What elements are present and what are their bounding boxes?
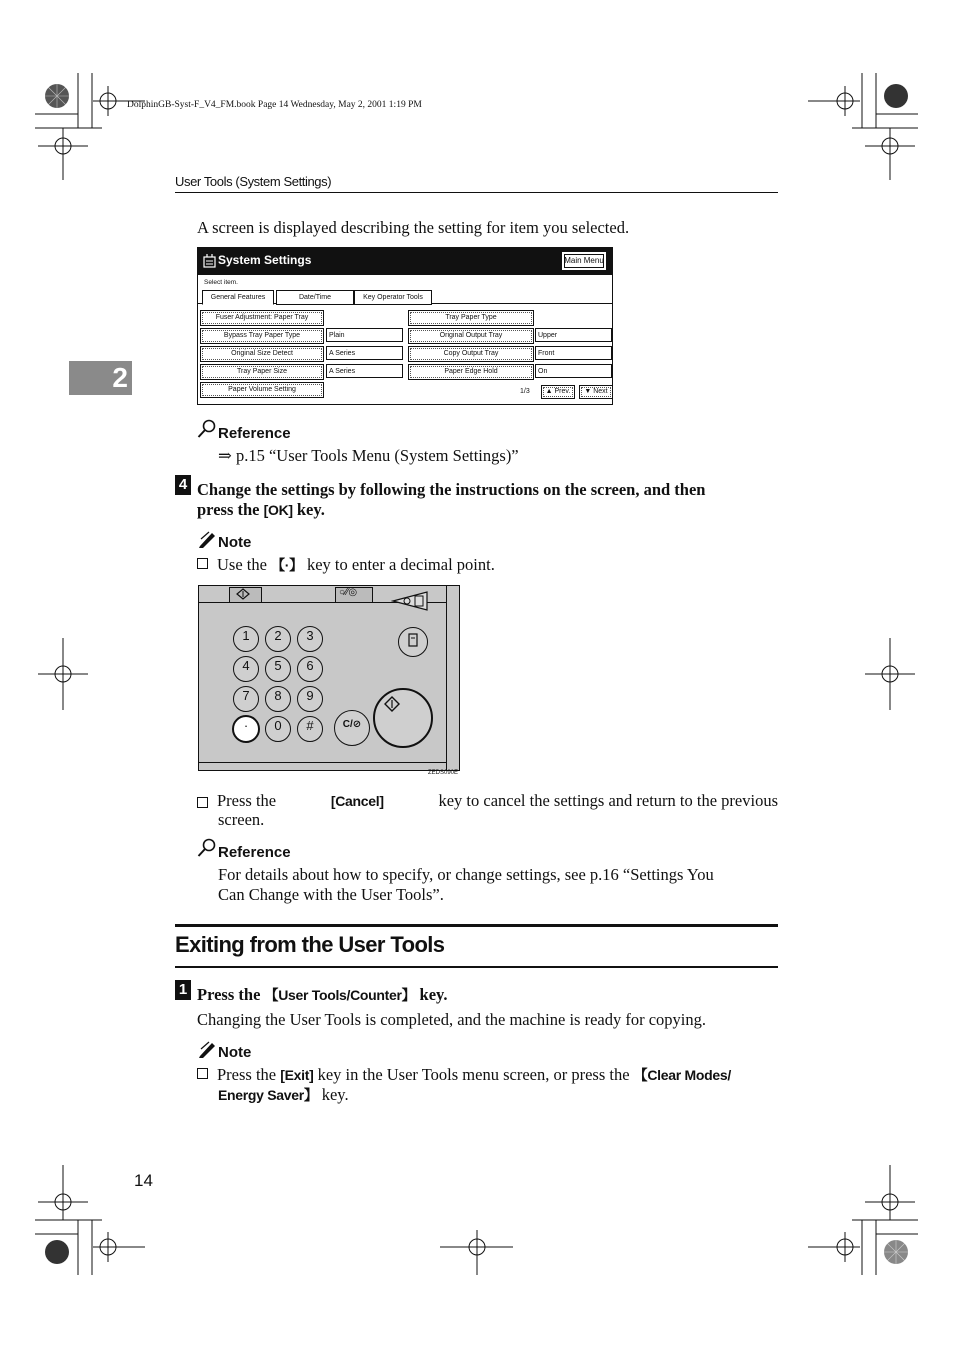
clear-stop-glyph: ○⁄⁄◎	[339, 587, 358, 598]
step4-line2-pre: press the	[197, 500, 264, 519]
program-key-icon	[408, 633, 418, 647]
paper-edge-hold-button[interactable]: Paper Edge Hold	[408, 364, 534, 380]
original-output-tray-value: Upper	[535, 328, 612, 342]
note1-pre: Use the	[217, 555, 272, 574]
main-menu-button[interactable]: Main Menu	[562, 252, 606, 270]
tray-paper-type-button[interactable]: Tray Paper Type	[408, 310, 534, 326]
key-6: 6	[297, 656, 323, 682]
exit-key-label: [Exit]	[280, 1067, 314, 1083]
bypass-tray-value: Plain	[326, 328, 403, 342]
step1-pre: Press the	[197, 985, 265, 1004]
key-2: 2	[265, 626, 291, 652]
panel-right-strip	[446, 586, 447, 770]
select-item-label: Select item.	[204, 279, 238, 286]
copy-output-tray-value: Front	[535, 346, 612, 360]
interrupt-key-icon	[391, 589, 431, 613]
reference-magnifier-icon	[197, 419, 217, 439]
cancel-note-post: key to cancel the settings and return to the previous	[434, 791, 778, 810]
user-tools-icon	[203, 254, 216, 268]
cancel-note-line2: screen.	[218, 810, 265, 829]
tab-date-time[interactable]: Date/Time	[276, 290, 354, 305]
screen-title: System Settings	[218, 253, 312, 267]
step-number-4: 4	[175, 475, 191, 495]
next-page-button[interactable]: ▼ Next	[579, 385, 613, 399]
step1-body: Changing the User Tools is completed, and the machine is ready for copying.	[197, 1010, 707, 1029]
reference2-line1: For details about how to specify, or change settings, see p.16 “Settings You	[218, 865, 714, 884]
key-decimal: ·	[232, 715, 260, 743]
note2-label: Note	[218, 1044, 252, 1061]
step4-line1: Change the settings by following the instructions on the screen, and then	[197, 480, 706, 499]
key-9: 9	[297, 686, 323, 712]
clear-stop-key: C/⊘	[334, 710, 370, 746]
tray-paper-size-value: A Series	[326, 364, 403, 378]
note2-line2	[218, 1085, 349, 1105]
start-diamond-icon	[236, 588, 250, 600]
tab-key-operator-tools[interactable]: Key Operator Tools	[354, 290, 432, 305]
bullet-box	[197, 1068, 208, 1079]
original-size-detect-value: A Series	[326, 346, 403, 360]
key-3: 3	[297, 626, 323, 652]
reference1-text: ⇒ p.15 “User Tools Menu (System Settings)”	[218, 446, 519, 465]
note1-text	[197, 555, 495, 575]
user-tools-counter-key-label: 【User Tools/Counter】	[264, 987, 416, 1003]
bypass-tray-paper-type-button[interactable]: Bypass Tray Paper Type	[200, 328, 324, 344]
key-0: 0	[265, 716, 291, 742]
section-title: Exiting from the User Tools	[175, 932, 445, 957]
reference1-label: Reference	[218, 425, 291, 442]
control-panel-keypad	[198, 585, 460, 776]
step-number-1: 1	[175, 980, 191, 1000]
note1-label: Note	[218, 534, 252, 551]
step1-text	[197, 985, 447, 1005]
key-5: 5	[265, 656, 291, 682]
key-8: 8	[265, 686, 291, 712]
fuser-adjustment-button[interactable]: Fuser Adjustment: Paper Tray	[200, 310, 324, 326]
key-hash: #	[297, 716, 323, 742]
page-indicator: 1/3	[520, 388, 530, 395]
chapter-tab: 2	[69, 361, 132, 395]
cancel-key-label: [Cancel]	[330, 793, 384, 809]
paper-edge-hold-value: On	[535, 364, 612, 378]
key-7: 7	[233, 686, 259, 712]
note-pencil-icon	[197, 531, 217, 549]
note2-line1	[197, 1065, 731, 1085]
note2-pre: Press the	[217, 1065, 281, 1084]
cancel-note-pre: Press the	[217, 791, 281, 810]
reference2-label: Reference	[218, 844, 291, 861]
print-header: DolphinGB-Syst-F_V4_FM.book Page 14 Wednesday, May 2, 2001 1:19 PM	[127, 100, 422, 110]
step4-line2-post: key.	[292, 500, 325, 519]
step4-line2	[197, 500, 325, 520]
running-head-rule	[175, 192, 778, 193]
original-size-detect-button[interactable]: Original Size Detect	[200, 346, 324, 362]
section-rule-top	[175, 924, 778, 927]
reference2-line2: Can Change with the User Tools”.	[218, 885, 444, 904]
tab-general-features[interactable]: General Features	[202, 290, 274, 305]
screen-titlebar	[198, 248, 612, 275]
system-settings-screen	[197, 247, 613, 405]
section-rule-bottom	[175, 966, 778, 968]
cancel-note-line1	[197, 791, 778, 811]
tray-paper-size-button[interactable]: Tray Paper Size	[200, 364, 324, 380]
original-output-tray-button[interactable]: Original Output Tray	[408, 328, 534, 344]
note2-mid: key in the User Tools menu screen, or press the	[313, 1065, 634, 1084]
reference-magnifier-icon	[197, 838, 217, 858]
ok-key-label: [OK]	[263, 502, 293, 518]
key-4: 4	[233, 656, 259, 682]
panel-bottom-strip	[199, 762, 446, 763]
note2-line2-post: key.	[317, 1085, 349, 1104]
bullet-box	[197, 558, 208, 569]
start-key-diamond-icon	[384, 696, 400, 712]
illustration-code: ZEDS090E	[428, 770, 459, 776]
page-number: 14	[134, 1171, 153, 1190]
note-pencil-icon	[197, 1041, 217, 1059]
bullet-box	[197, 797, 208, 808]
clear-modes-key-label: 【Clear Modes/	[633, 1067, 731, 1083]
key-1: 1	[233, 626, 259, 652]
intro-text: A screen is displayed describing the setting for item you selected.	[197, 218, 630, 237]
copy-output-tray-button[interactable]: Copy Output Tray	[408, 346, 534, 362]
note1-post: key to enter a decimal point.	[302, 555, 495, 574]
energy-saver-key-label: Energy Saver】	[218, 1087, 318, 1103]
start-key	[373, 688, 433, 748]
decimal-key-label: 【·】	[271, 557, 303, 573]
prev-page-button[interactable]: ▲ Prev.	[541, 385, 575, 399]
step1-post: key.	[415, 985, 448, 1004]
paper-volume-setting-button[interactable]: Paper Volume Setting	[200, 382, 324, 398]
running-head: User Tools (System Settings)	[175, 174, 332, 189]
